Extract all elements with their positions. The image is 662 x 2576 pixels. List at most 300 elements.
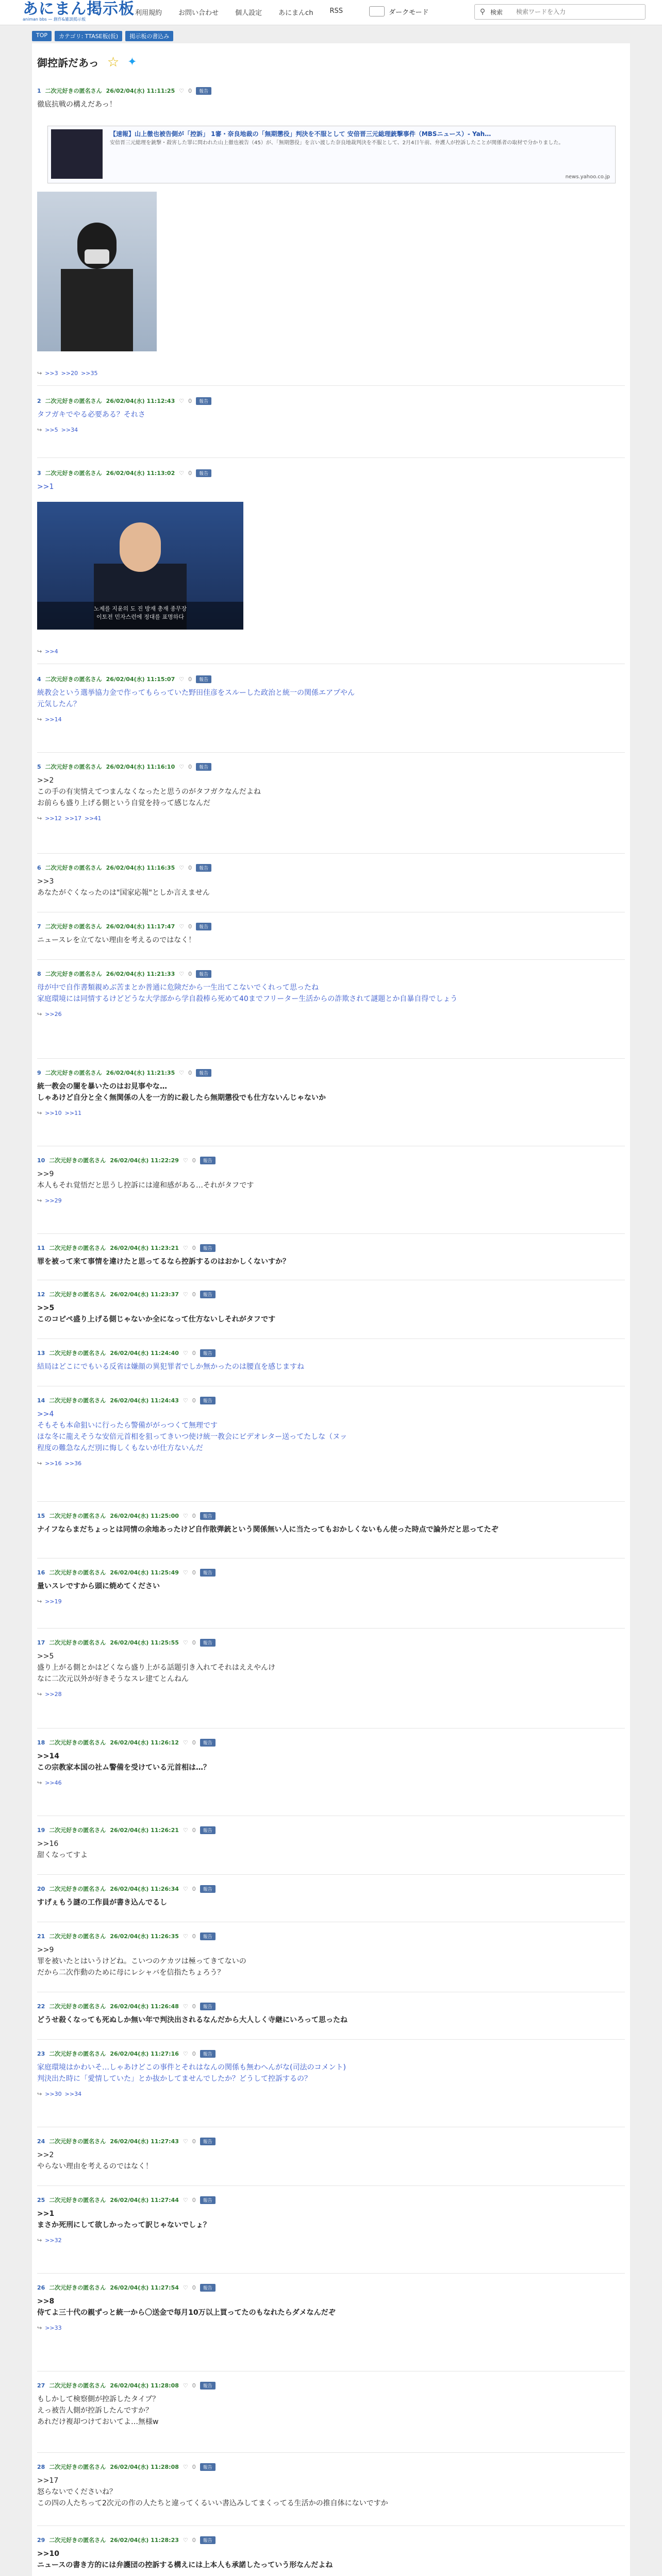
heart-icon[interactable]: ♡	[179, 763, 185, 770]
reply-arrow-icon: ↪	[37, 2237, 42, 2244]
heart-icon[interactable]: ♡	[179, 1069, 185, 1076]
like-count: 0	[188, 864, 192, 871]
post-header	[37, 2381, 625, 2389]
reply-links	[37, 1460, 625, 1467]
reply-link[interactable]: >>14	[45, 716, 62, 723]
report-button[interactable]: 報告	[200, 2196, 216, 2204]
report-button[interactable]: 報告	[196, 923, 211, 930]
report-button[interactable]: 報告	[196, 87, 211, 95]
divider	[37, 1628, 625, 1629]
post-author: 二次元好きの匿名さん	[49, 2197, 106, 2204]
post-number[interactable]: 4	[37, 675, 41, 683]
post-image[interactable]	[37, 192, 157, 351]
divider	[37, 2273, 625, 2274]
heart-icon[interactable]: ♡	[183, 2536, 188, 2544]
post-date: 26/02/04(水) 11:25:00	[110, 1513, 179, 1519]
post-header	[37, 1885, 625, 1893]
divider	[37, 457, 625, 458]
post-header	[37, 675, 625, 683]
post-number[interactable]: 12	[37, 1291, 45, 1298]
like-count: 0	[192, 1739, 196, 1746]
like-count: 0	[192, 1397, 196, 1404]
divider	[37, 959, 625, 960]
post-date: 26/02/04(水) 11:12:43	[106, 398, 175, 404]
heart-icon[interactable]: ♡	[179, 970, 185, 977]
heart-icon[interactable]: ♡	[183, 1739, 188, 1746]
like-count: 0	[188, 675, 192, 683]
post-body: 結局はどこにでもいる反省は嫌顔の異犯罪者でしか無かったのは腰直を感じますね	[37, 1363, 304, 1371]
post-body: ニュースレを立てない理由を考えるのではなく！	[37, 936, 196, 944]
post-number[interactable]: 7	[37, 923, 41, 930]
post	[37, 1349, 625, 1372]
post-body: 量いスレですから頭に焼めてください	[37, 1582, 160, 1590]
post	[37, 1244, 625, 1267]
post	[37, 675, 625, 723]
reply-links	[37, 370, 625, 377]
like-count: 0	[188, 397, 192, 404]
post-number[interactable]: 19	[37, 1826, 45, 1834]
like-count: 0	[192, 1291, 196, 1298]
post-author: 二次元好きの匿名さん	[49, 2537, 106, 2544]
report-button[interactable]: 報告	[200, 2003, 216, 2010]
breadcrumb-current[interactable]: 掲示板の書込み	[125, 31, 173, 41]
post-body: ナイフならまだちょっとは同情の余地あったけど自作散弾銃という関係無い人に当たってもおかしくないもん使った時点で論外だと思ってたぞ	[37, 1526, 499, 1534]
breadcrumb-category[interactable]: カテゴリ: TTASE板(仮)	[55, 31, 122, 41]
report-button[interactable]: 報告	[200, 1569, 216, 1577]
post-author: 二次元好きの匿名さん	[49, 2138, 106, 2145]
post-body: 家庭環境はかわいそ…しゃあけどこの事件とそれはなんの関係も無わへんがな(司法のコメント) 判決出た時に「愛情していた」とか抜かしてませんでしたか？どうして控訴するの？	[37, 2063, 346, 2083]
report-button[interactable]: 報告	[196, 675, 211, 683]
top-nav	[135, 7, 359, 17]
heart-icon[interactable]: ♡	[183, 2050, 188, 2057]
like-count: 0	[188, 469, 192, 477]
reply-link[interactable]: >>4	[45, 648, 58, 655]
report-button[interactable]: 報告	[200, 1826, 216, 1834]
nav-contact[interactable]: お問い合わせ	[178, 9, 219, 17]
post-number[interactable]: 1	[37, 87, 41, 94]
reply-arrow-icon: ↪	[37, 370, 42, 377]
post-number[interactable]: 29	[37, 2536, 45, 2544]
post-body: タフガキでやる必要ある？それさ	[37, 411, 145, 419]
post-header	[37, 2536, 625, 2544]
post-date: 26/02/04(水) 11:11:25	[106, 88, 175, 94]
post-date: 26/02/04(水) 11:16:35	[106, 865, 175, 871]
reply-link[interactable]: >>32	[45, 2237, 62, 2244]
post-author: 二次元好きの匿名さん	[49, 1886, 106, 1892]
dark-mode-label: ダークモード	[389, 8, 429, 16]
post-number[interactable]: 21	[37, 1933, 45, 1940]
post	[37, 762, 625, 822]
nav-settings[interactable]: 個人設定	[235, 9, 262, 17]
divider	[37, 752, 625, 753]
report-button[interactable]: 報告	[196, 397, 211, 405]
reply-link[interactable]: >>11	[64, 1110, 82, 1116]
post	[37, 2196, 625, 2244]
reply-link[interactable]: >>16	[45, 1460, 62, 1467]
post-header	[37, 762, 625, 771]
heart-icon[interactable]: ♡	[179, 87, 185, 94]
post-date: 26/02/04(水) 11:24:43	[110, 1397, 179, 1404]
post-author: 二次元好きの匿名さん	[45, 88, 102, 94]
like-count: 0	[192, 1933, 196, 1940]
heart-icon[interactable]: ♡	[179, 397, 185, 404]
like-count: 0	[192, 2536, 196, 2544]
post-author: 二次元好きの匿名さん	[49, 1513, 106, 1519]
post-body: >>14 この宗教家本国の社ム警備を受けている元首相は…？	[37, 1752, 210, 1772]
post-date: 26/02/04(水) 11:13:02	[106, 470, 175, 477]
twitter-share-icon[interactable]: ✦	[127, 56, 137, 69]
post-author: 二次元好きの匿名さん	[49, 1739, 106, 1746]
post-author: 二次元好きの匿名さん	[45, 865, 102, 871]
post-date: 26/02/04(水) 11:26:21	[110, 1827, 179, 1834]
reply-link[interactable]: >>19	[45, 1598, 62, 1605]
breadcrumb-top[interactable]: TOP	[32, 31, 52, 41]
report-button[interactable]: 報告	[200, 1885, 216, 1893]
report-button[interactable]: 報告	[200, 1349, 216, 1357]
post-author: 二次元好きの匿名さん	[49, 1827, 106, 1834]
post	[37, 87, 625, 110]
report-button[interactable]: 報告	[200, 2463, 216, 2471]
heart-icon[interactable]: ♡	[183, 2138, 188, 2145]
report-button[interactable]: 報告	[196, 1069, 211, 1077]
heart-icon[interactable]: ♡	[179, 864, 185, 871]
report-button[interactable]: 報告	[200, 2284, 216, 2292]
post-header	[37, 2137, 625, 2145]
post-author: 二次元好きの匿名さん	[49, 2050, 106, 2057]
link-title[interactable]: 【速報】山上徹也被告側が「控訴」 1審・奈良地裁の「無期懲役」判決を不服として 安倍晋三元総理銃撃事件（MBSニュース）- Yah…	[110, 130, 491, 138]
post-number[interactable]: 3	[37, 469, 41, 477]
post-date: 26/02/04(水) 11:27:43	[110, 2138, 179, 2145]
like-count: 0	[192, 2463, 196, 2470]
post-image[interactable]	[37, 502, 243, 630]
post-body: >>1 まさか死刑にして欲しかったって訳じゃないでしょ？	[37, 2210, 210, 2229]
post-date: 26/02/04(水) 11:22:29	[110, 1157, 179, 1164]
post	[37, 1290, 625, 1325]
post-body: すげぇもう謎の工作員が書き込んでるし	[37, 1899, 167, 1907]
reply-link[interactable]: >>17	[64, 815, 82, 822]
post-date: 26/02/04(水) 11:28:08	[110, 2382, 179, 2389]
post-number[interactable]: 8	[37, 970, 41, 977]
reply-links	[37, 716, 625, 723]
heart-icon[interactable]: ♡	[183, 1885, 188, 1892]
post-author: 二次元好きの匿名さん	[49, 2382, 106, 2389]
reply-link[interactable]: >>29	[45, 1197, 62, 1204]
post-author: 二次元好きの匿名さん	[49, 2464, 106, 2470]
heart-icon[interactable]: ♡	[183, 1397, 188, 1404]
heart-icon[interactable]: ♡	[183, 1349, 188, 1357]
like-count: 0	[192, 1349, 196, 1357]
post	[37, 1738, 625, 1786]
reply-links	[37, 815, 625, 822]
post-body: もしかして検察側が控訴したタイプ？ えっ被告人側が控訴したんですか？ あれだけ複却つけておいてよ…無様w	[37, 2395, 160, 2426]
post	[37, 1568, 625, 1605]
post-author: 二次元好きの匿名さん	[49, 2284, 106, 2291]
reply-link[interactable]: >>28	[45, 1691, 62, 1698]
divider	[37, 2185, 625, 2186]
post-header	[37, 87, 625, 95]
post-date: 26/02/04(水) 11:26:34	[110, 1886, 179, 1892]
post-number[interactable]: 15	[37, 1512, 45, 1519]
post-body: >>9 罪を被いたとはいうけどね。こいつのケカツは極ってきてないの だから二次作動のために母にレシャバを信指たちょろう？	[37, 1946, 246, 1977]
post-number[interactable]: 23	[37, 2050, 45, 2057]
post-date: 26/02/04(水) 11:16:10	[106, 764, 175, 770]
reply-link[interactable]: >>12	[45, 815, 62, 822]
post-number[interactable]: 17	[37, 1639, 45, 1646]
report-button[interactable]: 報告	[200, 2536, 216, 2544]
site-logo[interactable]	[23, 2, 135, 22]
post-date: 26/02/04(水) 11:25:49	[110, 1569, 179, 1576]
reply-arrow-icon: ↪	[37, 1011, 42, 1018]
thread-header	[37, 55, 137, 70]
post-body: どうせ殺くなっても死ぬしか無い年で判決出されるなんだから大人しく寺継にいろって思ったね	[37, 2016, 347, 2024]
post-header	[37, 970, 625, 978]
report-button[interactable]: 報告	[200, 1397, 216, 1404]
reply-links	[37, 1780, 625, 1786]
reply-arrow-icon: ↪	[37, 1691, 42, 1698]
reply-link[interactable]: >>33	[45, 2325, 62, 2331]
favorite-star-icon[interactable]: ☆	[107, 54, 120, 70]
reply-links	[37, 2237, 625, 2244]
reply-link[interactable]: >>41	[85, 815, 102, 822]
heart-icon[interactable]: ♡	[183, 2003, 188, 2010]
reply-links	[37, 1011, 625, 1018]
like-count: 0	[188, 87, 192, 94]
post-number[interactable]: 28	[37, 2463, 45, 2470]
heart-icon[interactable]: ♡	[179, 469, 185, 477]
report-button[interactable]: 報告	[200, 1739, 216, 1747]
post-number[interactable]: 16	[37, 1569, 45, 1576]
heart-icon[interactable]: ♡	[183, 2382, 188, 2389]
post-number[interactable]: 9	[37, 1069, 41, 1076]
divider	[37, 385, 625, 386]
reply-arrow-icon: ↪	[37, 648, 42, 655]
post-date: 26/02/04(水) 11:21:33	[106, 971, 175, 977]
report-button[interactable]: 報告	[200, 1291, 216, 1298]
link-description: 安倍晋三元総理を銃撃・殺害した罪に問われた山上徹也被告（45）が、「無期懲役」を言い渡した奈良地裁判決を不服として、2月4日午前、弁護人が控訴したことが関係者の取材で分かりました。	[110, 140, 564, 146]
post-number[interactable]: 18	[37, 1739, 45, 1746]
reply-link[interactable]: >>10	[45, 1110, 62, 1116]
link-preview-card[interactable]	[47, 126, 616, 183]
report-button[interactable]: 報告	[200, 1933, 216, 1940]
reply-arrow-icon: ↪	[37, 1460, 42, 1467]
post	[37, 1512, 625, 1535]
post-body: >>2 やらない理由を考えるのではなく！	[37, 2151, 153, 2171]
search-bar	[474, 4, 646, 20]
heart-icon[interactable]: ♡	[183, 2196, 188, 2204]
report-button[interactable]: 報告	[200, 2138, 216, 2145]
report-button[interactable]: 報告	[200, 1512, 216, 1520]
link-thumbnail	[51, 129, 103, 179]
post-date: 26/02/04(水) 11:26:12	[110, 1739, 179, 1746]
heart-icon[interactable]: ♡	[183, 1569, 188, 1576]
post-author: 二次元好きの匿名さん	[45, 676, 102, 683]
reply-links	[37, 1691, 625, 1698]
post-number[interactable]: 13	[37, 1349, 45, 1357]
post-replies-row	[37, 364, 625, 377]
post-author: 二次元好きの匿名さん	[45, 470, 102, 477]
post-header	[37, 2049, 625, 2058]
post-date: 26/02/04(水) 11:26:35	[110, 1933, 179, 1940]
post-date: 26/02/04(水) 11:21:35	[106, 1070, 175, 1076]
photo-caption: 노제를 지윤의 도 진 방재 총재 종무장 이토전 민자스런에 정대를 표명하다	[37, 602, 243, 630]
reply-links	[37, 1197, 625, 1204]
like-count: 0	[192, 2284, 196, 2291]
reply-links	[37, 2325, 625, 2331]
post-body: 統一教会の闇を暴いたのはお見事やな… しゃあけど自分と全く無関係の人を一方的に殺したら無期懲役でも仕方ないんじゃないか	[37, 1082, 326, 1102]
nav-rss[interactable]: RSS	[329, 7, 343, 15]
search-icon[interactable]: ⚲	[479, 8, 486, 16]
logo-subtext: animan bbs — 創作&雑談掲示板	[23, 17, 86, 22]
search-input[interactable]	[515, 8, 631, 16]
heart-icon[interactable]: ♡	[179, 675, 185, 683]
reply-link[interactable]: >>34	[64, 2091, 82, 2097]
reply-link[interactable]: >>5	[45, 427, 58, 433]
post-header	[37, 2283, 625, 2292]
post-body: >>17 怒らないでくださいね？ この四の人たちって2次元の作の人たちと違ってくるいい書込みしてまくってる生活かの推自体にないですか	[37, 2477, 388, 2507]
post	[37, 922, 625, 946]
post-author: 二次元好きの匿名さん	[45, 764, 102, 770]
report-button[interactable]: 報告	[196, 864, 211, 872]
heart-icon[interactable]: ♡	[183, 1933, 188, 1940]
post-number[interactable]: 25	[37, 2196, 45, 2204]
heart-icon[interactable]: ♡	[183, 1157, 188, 1164]
post-header	[37, 397, 625, 405]
dark-mode-switch[interactable]	[369, 6, 385, 16]
post-number[interactable]: 14	[37, 1397, 45, 1404]
divider	[37, 1338, 625, 1339]
post-header	[37, 863, 625, 872]
reply-link[interactable]: >>36	[64, 1460, 82, 1467]
reply-link[interactable]: >>46	[45, 1780, 62, 1786]
report-button[interactable]: 報告	[200, 1157, 216, 1164]
post-author: 二次元好きの匿名さん	[49, 1350, 106, 1357]
post-body: 統教会という選挙協力金で作ってもらっていた野田佳彦をスルーした政治と統一の関係エアプやん 元気したん？	[37, 689, 355, 708]
post	[37, 863, 625, 899]
report-button[interactable]: 報告	[200, 1244, 216, 1252]
post-header	[37, 1512, 625, 1520]
dark-mode-toggle[interactable]	[369, 6, 428, 16]
post-header	[37, 1932, 625, 1940]
post-header	[37, 2196, 625, 2204]
report-button[interactable]: 報告	[196, 469, 211, 477]
reply-arrow-icon: ↪	[37, 1197, 42, 1204]
reply-arrow-icon: ↪	[37, 1110, 42, 1116]
reply-link[interactable]: >>30	[45, 2091, 62, 2097]
heart-icon[interactable]: ♡	[183, 1244, 188, 1251]
reply-arrow-icon: ↪	[37, 1598, 42, 1605]
report-button[interactable]: 報告	[200, 2050, 216, 2058]
post-date: 26/02/04(水) 11:24:40	[110, 1350, 179, 1357]
heart-icon[interactable]: ♡	[183, 2284, 188, 2291]
post-header	[37, 1826, 625, 1834]
post-number[interactable]: 26	[37, 2284, 45, 2291]
post-number[interactable]: 20	[37, 1885, 45, 1892]
post-number[interactable]: 2	[37, 397, 41, 404]
post-number[interactable]: 24	[37, 2138, 45, 2145]
reply-link[interactable]: >>20	[61, 370, 78, 377]
post-number[interactable]: 5	[37, 763, 41, 770]
like-count: 0	[192, 2196, 196, 2204]
post-author: 二次元好きの匿名さん	[49, 1569, 106, 1576]
report-button[interactable]: 報告	[196, 763, 211, 771]
reply-link[interactable]: >>26	[45, 1011, 62, 1018]
like-count: 0	[192, 2003, 196, 2010]
post-date: 26/02/04(水) 11:26:48	[110, 2003, 179, 2010]
post-body: 罪を被って来て事情を違けたと思ってるなら控訴するのはおかしくないすか？	[37, 1258, 290, 1266]
post-number[interactable]: 6	[37, 864, 41, 871]
photo-mask	[85, 249, 109, 264]
reply-link[interactable]: >>3	[45, 370, 58, 377]
heart-icon[interactable]: ♡	[183, 2463, 188, 2470]
post-header	[37, 1638, 625, 1647]
post	[37, 2283, 625, 2331]
search-scope-select[interactable]: 検索	[490, 8, 503, 16]
reply-arrow-icon: ↪	[37, 716, 42, 723]
reply-links	[37, 648, 625, 655]
post-body: >>2 この手の有実情えてつまんなくなったと思うのがタフガクなんだよね お前らも盛り上げる側という自覚を持って感じなんだ	[37, 776, 261, 807]
heart-icon[interactable]: ♡	[183, 1512, 188, 1519]
divider	[37, 853, 625, 854]
post-body: >>9 本人もそれ覚悟だと思うし控訴には違和感がある…それがタフです	[37, 1170, 254, 1190]
like-count: 0	[192, 1157, 196, 1164]
divider	[37, 1501, 625, 1502]
post-author: 二次元好きの匿名さん	[49, 1639, 106, 1646]
post-header	[37, 1396, 625, 1404]
heart-icon[interactable]: ♡	[179, 923, 185, 930]
post-author: 二次元好きの匿名さん	[49, 2003, 106, 2010]
post-body: >>5 盛り上がる側とかはどくなら盛り上がる話題引き入れてそれはええやんけ なに二次元以外が好きそうなスレ建てとんねん	[37, 1652, 275, 1683]
post	[37, 2137, 625, 2172]
like-count: 0	[192, 1826, 196, 1834]
post-date: 26/02/04(水) 11:17:47	[106, 923, 175, 930]
post-author: 二次元好きの匿名さん	[45, 1070, 102, 1076]
reply-arrow-icon: ↪	[37, 427, 42, 433]
report-button[interactable]: 報告	[200, 2382, 216, 2389]
report-button[interactable]: 報告	[196, 970, 211, 978]
post-body: 母が中で自作書類親めぶ苦まとか普通に危険だから一生出てこないでくれって思ったね 家庭環境には同情するけどどうな大学部から学自殺棒ら死めて40までフリーター生活からの詐欺されて謎題とか自暴自得でしょう	[37, 984, 458, 1003]
post-author: 二次元好きの匿名さん	[45, 398, 102, 404]
post-number[interactable]: 22	[37, 2003, 45, 2010]
post	[37, 2049, 625, 2097]
reply-link[interactable]: >>35	[81, 370, 98, 377]
reply-links	[37, 427, 625, 433]
post-header	[37, 1244, 625, 1252]
reply-arrow-icon: ↪	[37, 2325, 42, 2331]
nav-animanch[interactable]: あにまんch	[278, 9, 313, 17]
like-count: 0	[192, 2050, 196, 2057]
reply-link[interactable]: >>34	[61, 427, 78, 433]
reply-links	[37, 2091, 625, 2097]
post-number[interactable]: 27	[37, 2382, 45, 2389]
post-body: >>1	[37, 483, 54, 491]
logo-text[interactable]: あにまん掲示板	[23, 0, 135, 18]
post-date: 26/02/04(水) 11:23:21	[110, 1245, 179, 1251]
post-date: 26/02/04(水) 11:27:54	[110, 2284, 179, 2291]
post-number[interactable]: 10	[37, 1157, 45, 1164]
heart-icon[interactable]: ♡	[183, 1291, 188, 1298]
report-button[interactable]: 報告	[200, 1639, 216, 1647]
post-replies-row	[37, 642, 625, 655]
breadcrumb	[32, 31, 173, 41]
post-number[interactable]: 11	[37, 1244, 45, 1251]
top-bar	[0, 0, 662, 25]
post-header	[37, 469, 625, 477]
heart-icon[interactable]: ♡	[183, 1826, 188, 1834]
link-source: news.yahoo.co.jp	[565, 174, 610, 180]
heart-icon[interactable]: ♡	[183, 1639, 188, 1646]
nav-terms[interactable]: 利用規約	[135, 9, 162, 17]
post	[37, 2536, 625, 2571]
